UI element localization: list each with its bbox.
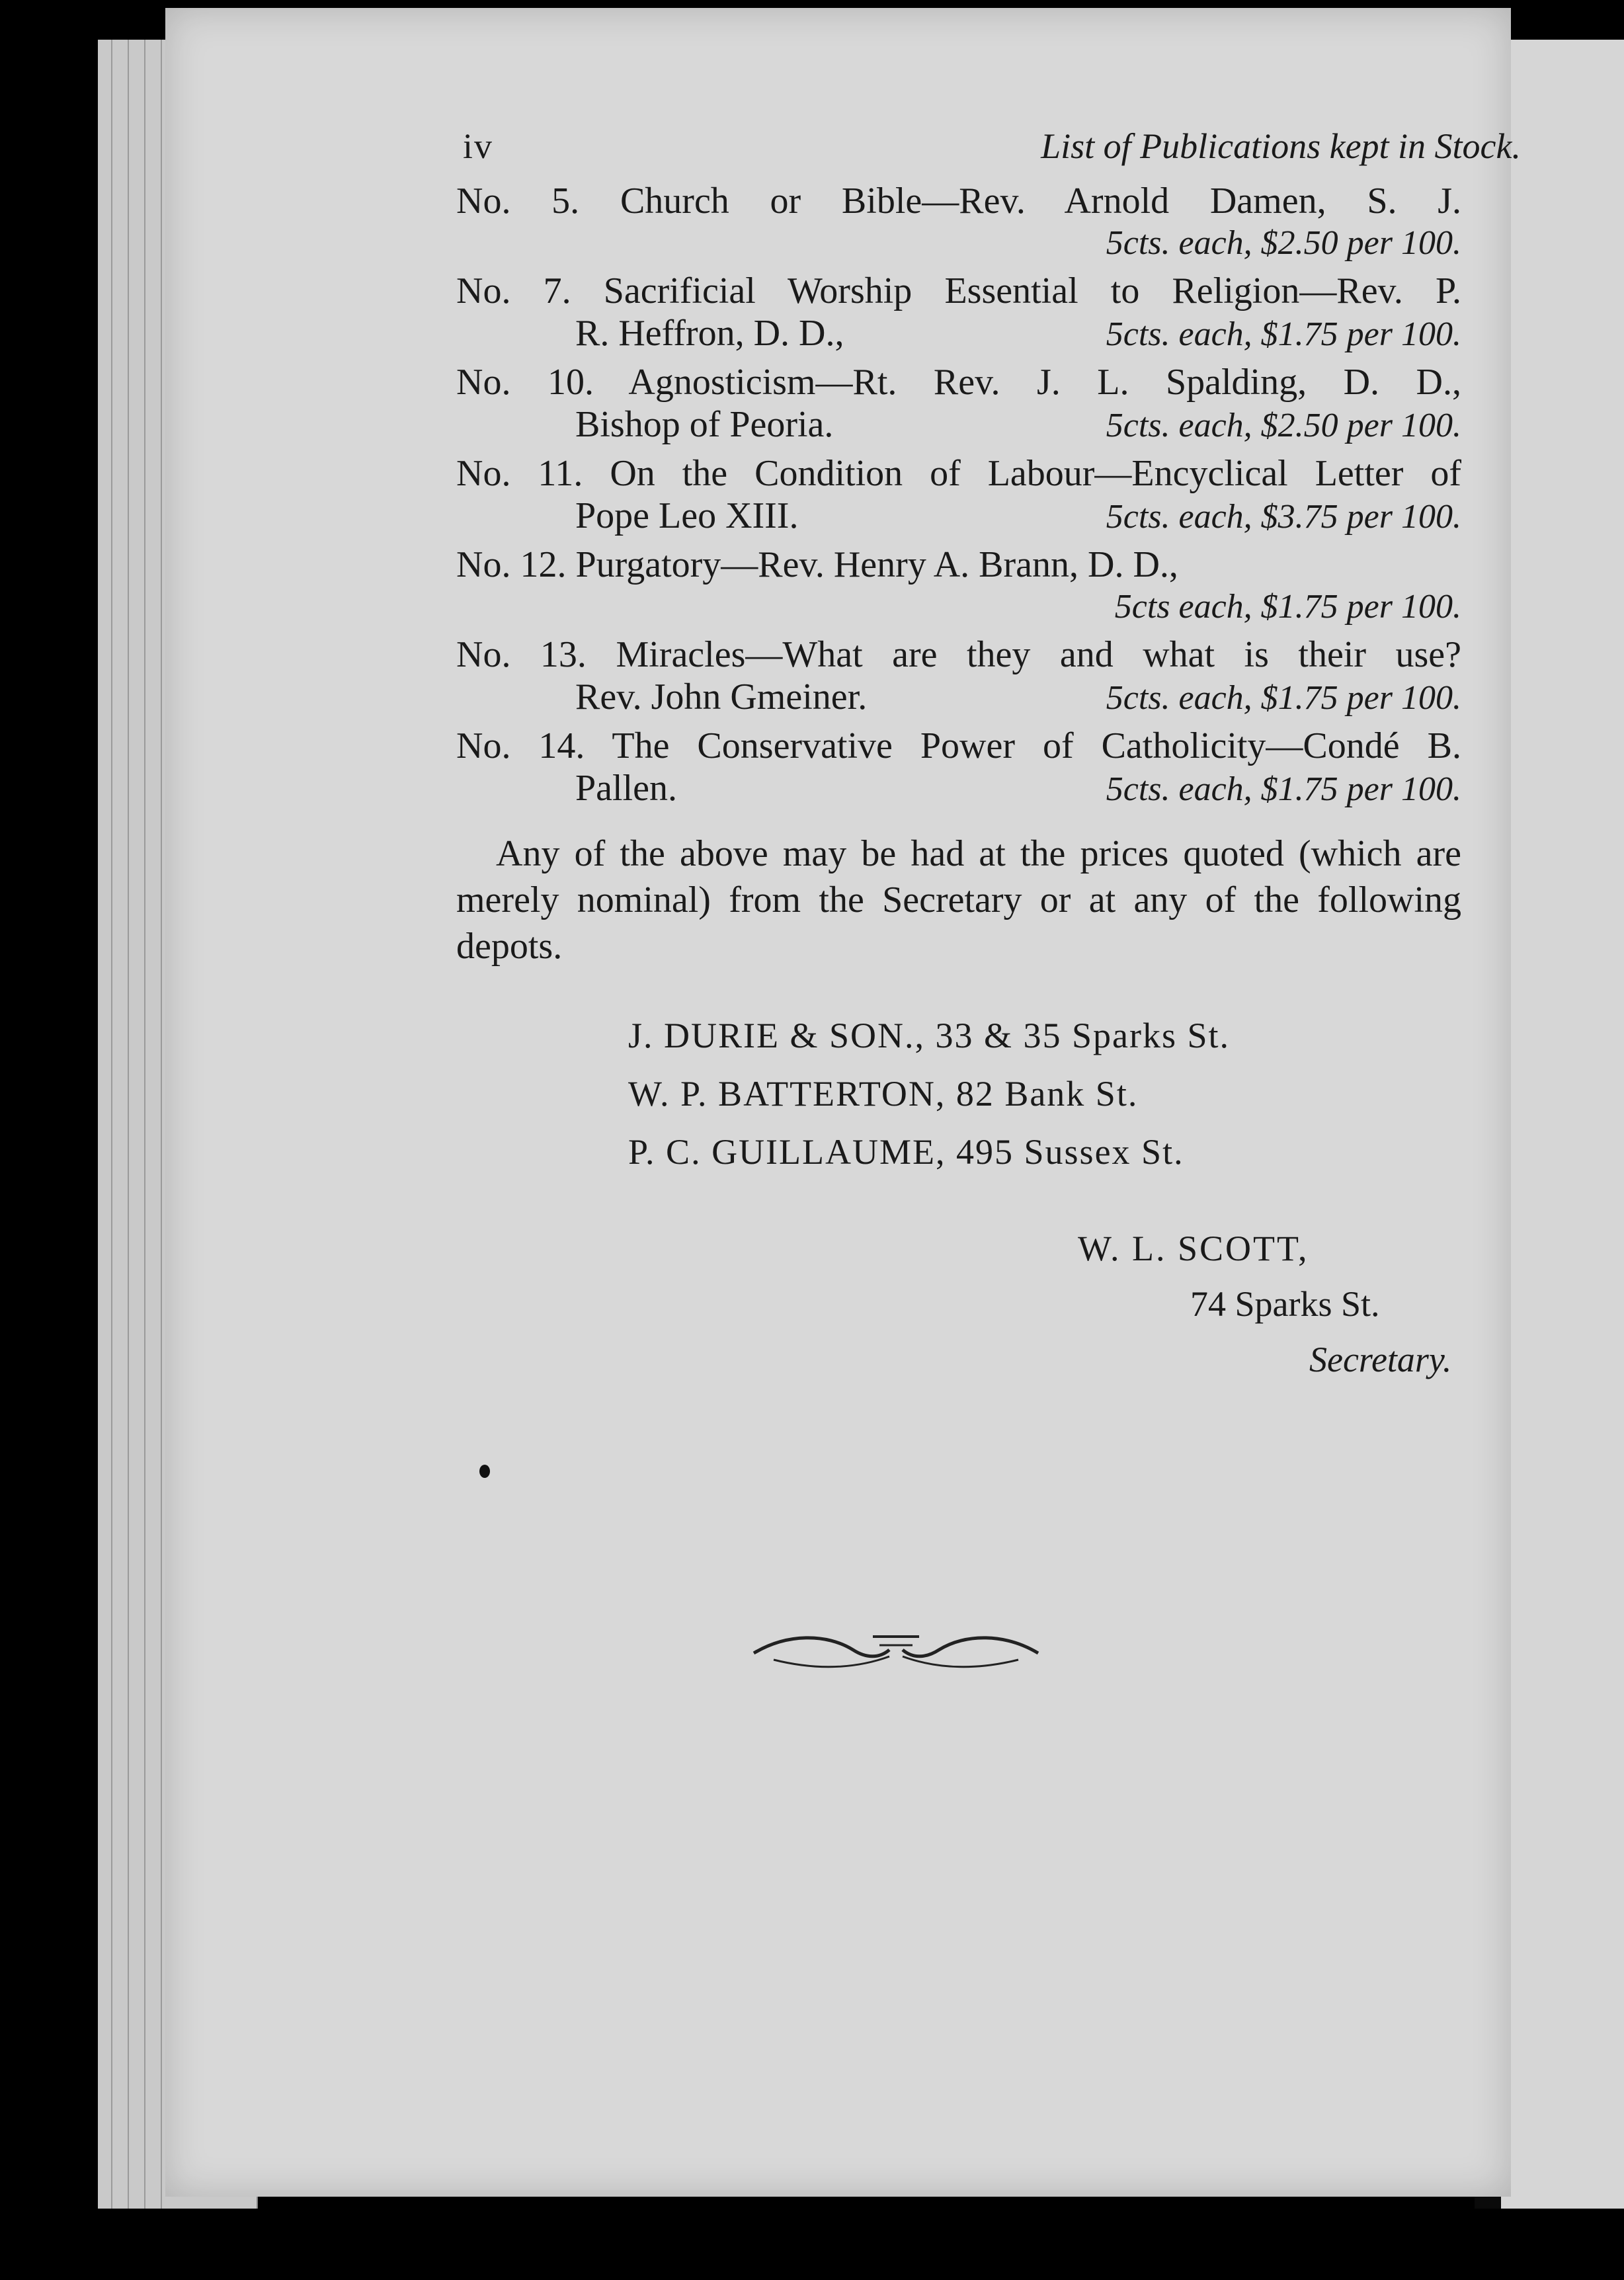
decorative-flourish-icon — [747, 1620, 1045, 1680]
page-edge-line — [144, 40, 145, 2209]
page-edge-line — [161, 40, 162, 2209]
entry-number: No. 10. — [456, 362, 594, 403]
entry-number: No. 13. — [456, 634, 587, 675]
page-edge-line — [111, 40, 112, 2209]
entry-main-line — [456, 180, 1461, 222]
entry-price: 5cts. each, $1.75 per 100. — [1106, 315, 1461, 353]
entry-continuation: Pope Leo XIII. — [575, 495, 799, 536]
signature-block — [1078, 1221, 1452, 1387]
entry-number: No. 7. — [456, 270, 571, 311]
entry-price: 5cts. each, $3.75 per 100. — [1106, 498, 1461, 536]
entry-number: No. 12. — [456, 544, 567, 585]
entry-price: 5cts each, $1.75 per 100. — [1114, 588, 1461, 626]
publication-entry — [456, 544, 1461, 628]
page-content — [258, 126, 1521, 1387]
signature-role: Secretary. — [1309, 1340, 1452, 1379]
entry-price: 5cts. each, $2.50 per 100. — [1106, 224, 1461, 262]
entry-continuation-row — [456, 403, 1461, 447]
entry-number: No. 14. — [456, 725, 585, 766]
entry-continuation-row — [456, 495, 1461, 538]
entry-continuation-row — [456, 676, 1461, 719]
entry-text: On the Condition of Labour—Encyclical Letter of — [610, 453, 1461, 494]
entry-continuation: Bishop of Peoria. — [575, 404, 834, 445]
entry-text: Miracles—What are they and what is their use? — [616, 634, 1462, 675]
depot-list — [628, 1006, 1448, 1181]
publication-entry — [456, 180, 1461, 265]
publication-entry — [456, 633, 1461, 719]
signature-name: W. L. SCOTT, — [1078, 1229, 1309, 1268]
entry-price: 5cts. each, $1.75 per 100. — [1106, 770, 1461, 808]
depot-item: J. DURIE & SON., 33 & 35 Sparks St. — [628, 1016, 1231, 1055]
running-head — [463, 126, 1521, 167]
publication-entry — [456, 270, 1461, 356]
entry-continuation: Pallen. — [575, 768, 677, 809]
ink-speck — [479, 1465, 490, 1478]
entry-text: Sacrificial Worship Essential to Religion—Rev. P. — [603, 270, 1461, 311]
publication-entry — [456, 452, 1461, 538]
entry-text: The Conservative Power of Catholicity—Condé B. — [612, 725, 1461, 766]
entry-main-line — [456, 725, 1461, 767]
page-number: iv — [463, 126, 494, 166]
depot-item: W. P. BATTERTON, 82 Bank St. — [628, 1074, 1139, 1114]
publication-entry — [456, 361, 1461, 447]
entry-continuation: Rev. John Gmeiner. — [575, 676, 868, 717]
page-edge-line — [128, 40, 129, 2209]
entry-main-line — [456, 361, 1461, 403]
entry-main-line — [456, 270, 1461, 312]
entry-continuation-row — [456, 767, 1461, 811]
publication-entry — [456, 725, 1461, 811]
entry-number: No. 11. — [456, 453, 583, 494]
entry-main-line — [456, 633, 1461, 676]
entry-price: 5cts. each, $1.75 per 100. — [1106, 679, 1461, 717]
publication-list — [258, 180, 1462, 811]
entry-price: 5cts. each, $2.50 per 100. — [1106, 407, 1461, 444]
entry-main-line — [456, 544, 1461, 586]
entry-continuation-row — [456, 312, 1461, 356]
page-title: List of Publications kept in Stock. — [1041, 126, 1521, 166]
depot-item: P. C. GUILLAUME, 495 Sussex St. — [628, 1132, 1184, 1172]
entry-text: Agnosticism—Rt. Rev. J. L. Spalding, D. D., — [628, 362, 1461, 403]
signature-address: 74 Sparks St. — [1190, 1284, 1380, 1324]
entry-number: No. 5. — [456, 181, 580, 222]
availability-note: Any of the above may be had at the prices quoted (which are merely nominal) from the Secretary or at any of the following depots. — [456, 833, 1461, 967]
entry-text: Church or Bible—Rev. Arnold Damen, S. J. — [620, 181, 1461, 222]
entry-text: Purgatory—Rev. Henry A. Brann, D. D., — [575, 544, 1178, 585]
entry-main-line — [456, 452, 1461, 495]
entry-continuation: R. Heffron, D. D., — [575, 313, 844, 354]
